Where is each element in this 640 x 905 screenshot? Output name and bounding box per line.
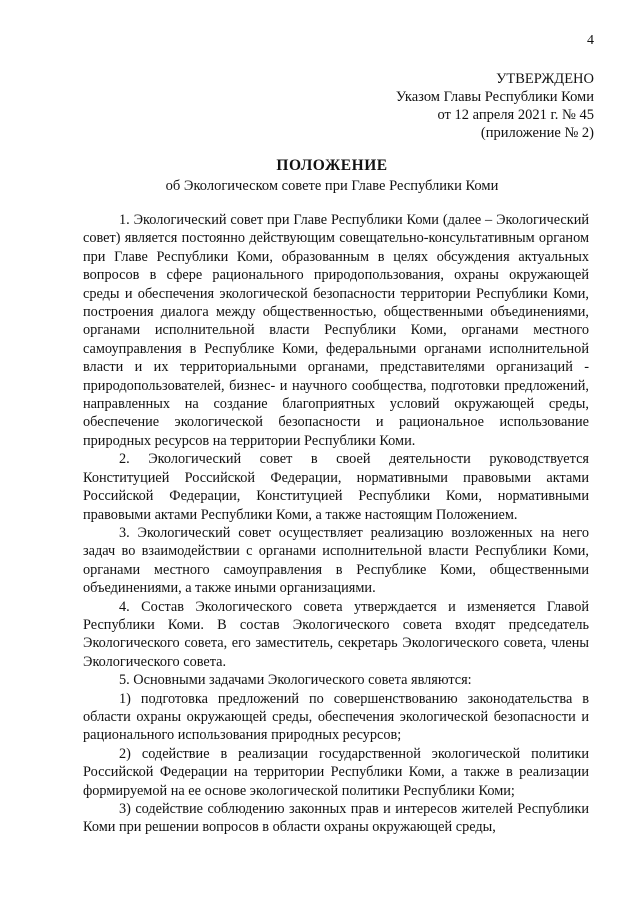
page-number: 4: [587, 33, 594, 48]
paragraph-5: 5. Основными задачами Экологического совета являются:: [119, 672, 472, 689]
list-item-1: 1) подготовка предложений по совершенствованию законодательства в области охраны окружающей среды, обеспечения экологической безопасности и рационального использования природных ресурсов;: [83, 690, 589, 744]
list-item-3: 3) содействие соблюдению законных прав и интересов жителей Республики Коми при решении вопросов в области охраны окружающей среды,: [83, 801, 589, 836]
approval-line-appendix: (приложение № 2): [480, 125, 594, 141]
document-body: [83, 211, 589, 837]
paragraph-4: 4. Состав Экологического совета утверждается и изменяется Главой Республики Коми. В состав Экологического совета входят председатель Экологического совета, его заместитель, секретарь Экологического совета, члены Экологического совета.: [83, 598, 589, 670]
approval-line-date: от 12 апреля 2021 г. № 45: [437, 107, 594, 123]
paragraph-2: 2. Экологический совет в своей деятельности руководствуется Конституцией Российской Федерации, нормативными правовыми актами Российской Федерации, Конституцией Республики Коми, нормативными правовыми актами Республики Коми, а также настоящим Положением.: [83, 451, 589, 523]
approval-line-decree: Указом Главы Республики Коми: [395, 89, 594, 105]
paragraph-1: 1. Экологический совет при Главе Республики Коми (далее – Экологический совет) является постоянно действующим совещательно-консультативным органом при Главе Республики Коми, образованным в целях обсуждения актуальных вопросов в сфере рационального природопользования, охраны окружающей среды и обеспечения экологической безопасности территории Республики Коми, построения диалога между общественностью, общественными объединениями, органами исполнительной власти Республики Коми, органами местного самоуправления в Республике Коми, федеральными органами исполнительной власти и их территориальными органами, представителями организаций - природопользователей, бизнес- и научного сообщества, подготовки предложений, направленных на создание благоприятных условий окружающей среды, обеспечение экологической безопасности и рациональное использование природных ресурсов на территории Республики Коми.: [83, 212, 589, 449]
document-subtitle: об Экологическом совете при Главе Республики Коми: [165, 178, 499, 194]
paragraph-3: 3. Экологический совет осуществляет реализацию возложенных на него задач во взаимодействии с органами исполнительной власти Республики Коми, органами местного самоуправления в Республике Коми, общественными объединениями, а также иными организациями.: [83, 524, 589, 597]
approval-line-approved: УТВЕРЖДЕНО: [496, 71, 594, 87]
list-item-2: 2) содействие в реализации государственной экологической политики Российской Федерации на территории Республики Коми, а также в реализации формируемой на ее основе экологической политики Республики Коми;: [83, 745, 589, 799]
approval-stamp: [396, 70, 594, 142]
document-title: ПОЛОЖЕНИЕ: [276, 157, 388, 174]
document-heading: [82, 156, 582, 196]
